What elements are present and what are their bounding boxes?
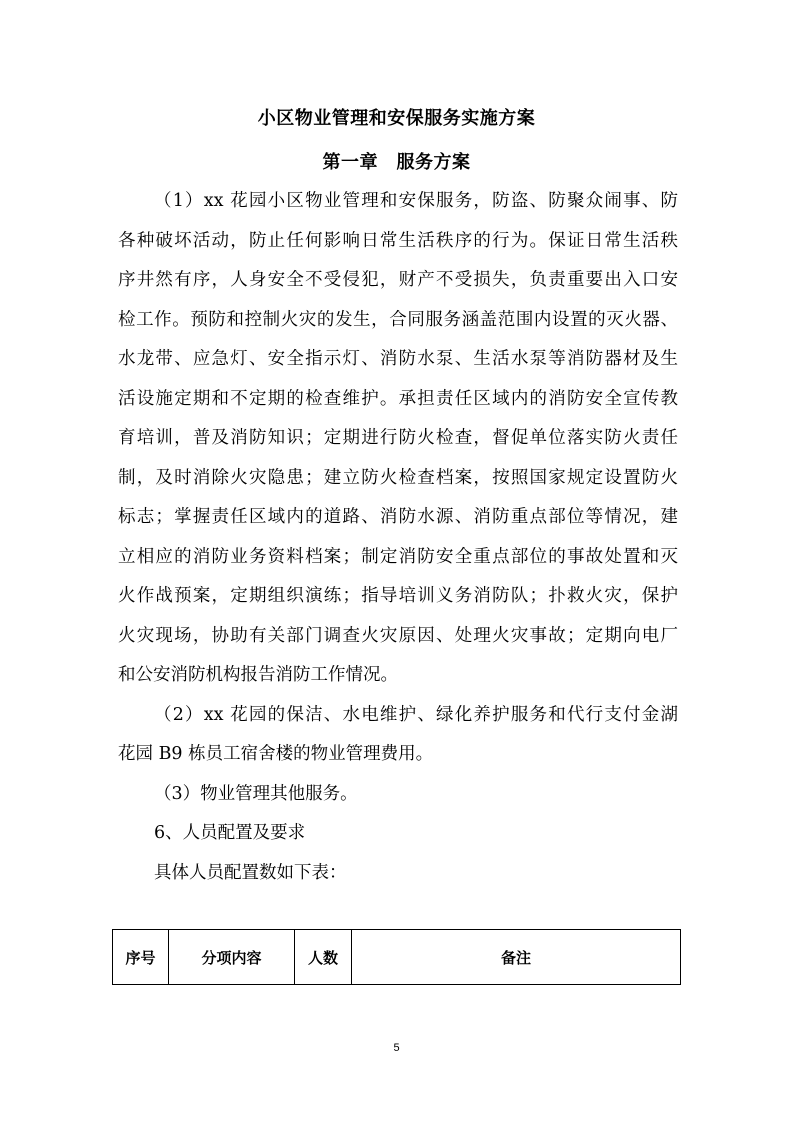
header-headcount: 人数 xyxy=(295,930,352,985)
paragraph-1-line: 标志；掌握责任区域内的道路、消防水源、消防重点部位等情况，建 xyxy=(118,507,678,527)
paragraph-1-line: 立相应的消防业务资料档案；制定消防安全重点部位的事故处置和灭 xyxy=(118,546,678,567)
paragraph-1 xyxy=(118,182,678,696)
paragraph-3 xyxy=(118,775,678,815)
paragraph-1-line: 检工作。预防和控制火灾的发生，合同服务涵盖范围内设置的灭火器、 xyxy=(118,309,678,330)
table-intro xyxy=(118,854,678,894)
paragraph-1-line: （1）xx 花园小区物业管理和安保服务，防盗、防聚众闹事、防 xyxy=(154,191,678,211)
paragraph-1-line: 制，及时消除火灾隐患；建立防火检查档案，按照国家规定设置防火 xyxy=(118,467,678,488)
section-6-heading xyxy=(118,814,678,854)
document-title: 小区物业管理和安保服务实施方案 xyxy=(257,108,536,129)
paragraph-2 xyxy=(118,696,678,775)
header-item-content: 分项内容 xyxy=(169,930,295,985)
section-6-line: 6、人员配置及要求 xyxy=(154,823,306,843)
paragraph-2-line: （2）xx 花园的保洁、水电维护、绿化养护服务和代行支付金湖 xyxy=(154,704,678,725)
staff-allocation-table xyxy=(112,929,681,985)
paragraph-1-line: 序井然有序，人身安全不受侵犯，财产不受损失，负责重要出入口安 xyxy=(118,270,678,290)
paragraph-1-line: 和公安消防机构报告消防工作情况。 xyxy=(118,665,398,685)
header-serial-no: 序号 xyxy=(113,930,169,985)
paragraph-2-line: 花园 B9 栋员工宿舍楼的物业管理费用。 xyxy=(118,744,434,764)
chapter-title: 第一章 服务方案 xyxy=(322,152,471,173)
paragraph-1-line: 活设施定期和不定期的检查维护。承担责任区域内的消防安全宣传教 xyxy=(118,388,678,409)
paragraph-3-line: （3）物业管理其他服务。 xyxy=(154,783,358,804)
paragraph-1-line: 各种破坏活动，防止任何影响日常生活秩序的行为。保证日常生活秩 xyxy=(118,230,678,251)
document-body xyxy=(118,182,678,893)
paragraph-1-line: 水龙带、应急灯、安全指示灯、消防水泵、生活水泵等消防器材及生 xyxy=(118,349,678,369)
paragraph-1-line: 育培训，普及消防知识；定期进行防火检查，督促单位落实防火责任 xyxy=(118,428,678,448)
paragraph-1-line: 火灾现场，协助有关部门调查火灾原因、处理火灾事故；定期向电厂 xyxy=(118,625,678,646)
paragraph-1-line: 火作战预案，定期组织演练；指导培训义务消防队；扑救火灾，保护 xyxy=(118,586,678,606)
header-remarks: 备注 xyxy=(352,930,681,985)
table-intro-line: 具体人员配置数如下表： xyxy=(154,862,347,883)
page-number: 5 xyxy=(393,1042,400,1054)
table-header-row xyxy=(113,930,681,985)
